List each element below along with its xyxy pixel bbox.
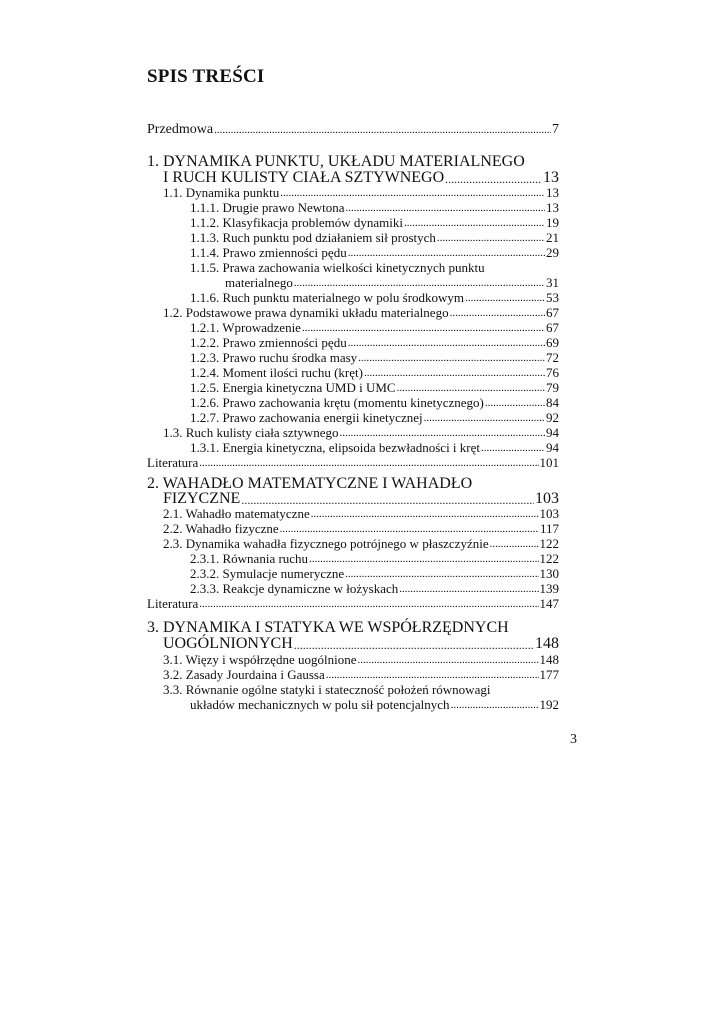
- toc-entry[interactable]: [190, 201, 559, 215]
- dot-leader: [280, 186, 545, 200]
- chapter-2-heading-line2[interactable]: [163, 491, 559, 507]
- toc-entry-literature[interactable]: [147, 456, 559, 470]
- toc-entry-text: 1.1.3. Ruch punktu pod działaniem sił prostych: [190, 230, 436, 245]
- dot-leader: [214, 123, 551, 137]
- toc-entry-text: Literatura: [147, 596, 199, 611]
- toc-entry-page: 122: [539, 536, 559, 551]
- toc-entry[interactable]: [163, 522, 559, 536]
- toc-entry-text: 1.3. Ruch kulisty ciała sztywnego: [163, 425, 339, 440]
- toc-entry-page: 67: [546, 320, 559, 335]
- toc-entry[interactable]: [190, 381, 559, 395]
- toc-entry-text: 2.3.3. Reakcje dynamiczne w łożyskach: [190, 581, 399, 596]
- toc-entry-text: 1.2.1. Wprowadzenie: [190, 320, 301, 335]
- toc-entry[interactable]: [163, 653, 559, 667]
- toc-entry-text: 1.2.3. Prawo ruchu środka masy: [190, 350, 358, 365]
- toc-entry-text: układów mechanicznych w polu sił potencjalnych: [190, 697, 450, 712]
- toc-entry[interactable]: [190, 216, 559, 230]
- dot-leader: [311, 507, 539, 521]
- toc-entry-text: 1.3.1. Energia kinetyczna, elipsoida bezwładności i kręt: [190, 440, 480, 455]
- dot-leader: [451, 698, 539, 712]
- chapter-title: FIZYCZNE: [163, 490, 241, 507]
- toc-entry[interactable]: [190, 351, 559, 365]
- chapter-page: 148: [535, 635, 559, 652]
- page-number: 3: [570, 732, 577, 747]
- toc-entry-text: 3.2. Zasady Jourdaina i Gaussa: [163, 667, 325, 682]
- toc-entry-text: 1.2.4. Moment ilości ruchu (kręt): [190, 365, 363, 380]
- dot-leader: [445, 172, 542, 186]
- toc-entry-page: 92: [546, 410, 559, 425]
- toc-entry-text: 2.3.1. Równania ruchu: [190, 551, 309, 566]
- dot-leader: [326, 668, 539, 682]
- toc-entry-text: 1.2.5. Energia kinetyczna UMD i UMC: [190, 380, 396, 395]
- chapter-title: UOGÓLNIONYCH: [163, 635, 293, 652]
- dot-leader: [294, 638, 534, 652]
- dot-leader: [339, 426, 545, 440]
- chapter-3-heading-line2[interactable]: [163, 636, 559, 652]
- toc-entry-page: 103: [539, 506, 559, 521]
- page-title: SPIS TREŚCI: [147, 66, 265, 87]
- toc-entry[interactable]: [190, 246, 559, 260]
- toc-entry-page: 69: [546, 335, 559, 350]
- toc-entry[interactable]: [190, 567, 559, 581]
- dot-leader: [490, 537, 539, 551]
- toc-entry[interactable]: [190, 396, 559, 410]
- dot-leader: [465, 291, 545, 305]
- toc-entry-page: 122: [539, 551, 559, 566]
- toc-entry-text: 3.3. Równanie ogólne statyki i stateczność położeń równowagi: [163, 682, 491, 697]
- dot-leader: [346, 201, 545, 215]
- toc-entry-page: 31: [546, 275, 559, 290]
- toc-entry[interactable]: [190, 441, 559, 455]
- toc-entry-page: 13: [546, 185, 559, 200]
- toc-entry[interactable]: [163, 186, 559, 200]
- toc-entry-literature[interactable]: [147, 597, 559, 611]
- toc-entry-page: 19: [546, 215, 559, 230]
- toc-entry-page: 177: [539, 667, 559, 682]
- toc-entry-text: 1.2.2. Prawo zmienności pędu: [190, 335, 347, 350]
- toc-entry-page: 53: [546, 290, 559, 305]
- dot-leader: [280, 522, 539, 536]
- toc-entry[interactable]: [163, 668, 559, 682]
- toc-entry-text: 1.1.5. Prawa zachowania wielkości kinetycznych punktu: [190, 260, 485, 275]
- toc-entry-page: 139: [539, 581, 559, 596]
- dot-leader: [241, 493, 534, 507]
- toc-entry-page: 79: [546, 380, 559, 395]
- dot-leader: [348, 246, 545, 260]
- dot-leader: [294, 276, 545, 290]
- toc-entry[interactable]: [163, 306, 559, 320]
- dot-leader: [309, 552, 538, 566]
- toc-entry-text: 1.1.4. Prawo zmienności pędu: [190, 245, 347, 260]
- toc-entry[interactable]: [163, 537, 559, 551]
- dot-leader: [358, 351, 545, 365]
- toc-entry[interactable]: [190, 261, 559, 275]
- toc-entry-text: 2.1. Wahadło matematyczne: [163, 506, 310, 521]
- toc-entry[interactable]: [190, 698, 559, 712]
- toc-entry[interactable]: [190, 366, 559, 380]
- toc-entry-page: 94: [546, 440, 559, 455]
- toc-entry[interactable]: [190, 291, 559, 305]
- dot-leader: [485, 396, 545, 410]
- toc-entry-text: 1.1.1. Drugie prawo Newtona: [190, 200, 345, 215]
- toc-entry-page: 72: [546, 350, 559, 365]
- chapter-page: 13: [543, 169, 559, 186]
- dot-leader: [397, 381, 545, 395]
- toc-entry-text: Literatura: [147, 455, 199, 470]
- chapter-1-heading-line1[interactable]: 1. DYNAMIKA PUNKTU, UKŁADU MATERIALNEGO: [147, 153, 525, 170]
- toc-entry-page: 21: [546, 230, 559, 245]
- toc-entry-text: materialnego: [225, 275, 293, 290]
- dot-leader: [404, 216, 545, 230]
- toc-entry-page: 76: [546, 365, 559, 380]
- chapter-3-heading-line1[interactable]: 3. DYNAMIKA I STATYKA WE WSPÓŁRZĘDNYCH: [147, 619, 509, 636]
- toc-entry[interactable]: [163, 426, 559, 440]
- toc-entry-text: Przedmowa: [147, 122, 214, 137]
- dot-leader: [481, 441, 545, 455]
- toc-entry-page: 29: [546, 245, 559, 260]
- toc-entry-page: 130: [539, 566, 559, 581]
- chapter-2-heading-line1[interactable]: 2. WAHADŁO MATEMATYCZNE I WAHADŁO: [147, 475, 473, 492]
- dot-leader: [399, 582, 538, 596]
- toc-entry[interactable]: [190, 411, 559, 425]
- dot-leader: [348, 336, 545, 350]
- toc-entry-page: 148: [539, 652, 559, 667]
- toc-entry[interactable]: [190, 231, 559, 245]
- toc-entry-text: 1.1.2. Klasyfikacja problemów dynamiki: [190, 215, 404, 230]
- toc-entry-text: 1.1. Dynamika punktu: [163, 185, 280, 200]
- toc-entry[interactable]: [190, 321, 559, 335]
- toc-entry-text: 3.1. Więzy i współrzędne uogólnione: [163, 652, 357, 667]
- dot-leader: [199, 597, 538, 611]
- toc-entry[interactable]: [163, 507, 559, 521]
- toc-entry-page: 117: [539, 521, 559, 536]
- toc-entry-page: 67: [546, 305, 559, 320]
- dot-leader: [302, 321, 545, 335]
- dot-leader: [364, 366, 545, 380]
- toc-entry-text: 1.2.7. Prawo zachowania energii kinetycznej: [190, 410, 423, 425]
- toc-entry-text: 1.2.6. Prawo zachowania krętu (momentu kinetycznego): [190, 395, 484, 410]
- dot-leader: [357, 653, 538, 667]
- toc-entry-page: 147: [539, 596, 559, 611]
- toc-entry-text: 1.2. Podstawowe prawa dynamiki układu materialnego: [163, 305, 449, 320]
- toc-entry-page: 13: [546, 200, 559, 215]
- toc-entry-text: 1.1.6. Ruch punktu materialnego w polu środkowym: [190, 290, 465, 305]
- chapter-1-heading-line2[interactable]: [163, 170, 559, 186]
- toc-entry-page: 94: [546, 425, 559, 440]
- toc-entry[interactable]: [190, 582, 559, 596]
- dot-leader: [450, 306, 545, 320]
- dot-leader: [345, 567, 538, 581]
- dot-leader: [199, 456, 538, 470]
- toc-entry-page: 192: [539, 697, 559, 712]
- dot-leader: [424, 411, 545, 425]
- toc-entry[interactable]: [190, 552, 559, 566]
- toc-entry-page: 101: [539, 455, 559, 470]
- toc-entry-text: 2.2. Wahadło fizyczne: [163, 521, 279, 536]
- toc-entry-text: 2.3.2. Symulacje numeryczne: [190, 566, 345, 581]
- toc-entry-text: 2.3. Dynamika wahadła fizycznego potrójnego w płaszczyźnie: [163, 536, 489, 551]
- toc-entry[interactable]: [225, 276, 559, 290]
- dot-leader: [437, 231, 545, 245]
- toc-entry[interactable]: [163, 683, 559, 697]
- toc-entry-page: 7: [552, 122, 559, 137]
- chapter-title: I RUCH KULISTY CIAŁA SZTYWNEGO: [163, 169, 445, 186]
- toc-entry[interactable]: [190, 336, 559, 350]
- chapter-page: 103: [535, 490, 559, 507]
- toc-entry-page: 84: [546, 395, 559, 410]
- toc-entry-preface[interactable]: [147, 123, 559, 137]
